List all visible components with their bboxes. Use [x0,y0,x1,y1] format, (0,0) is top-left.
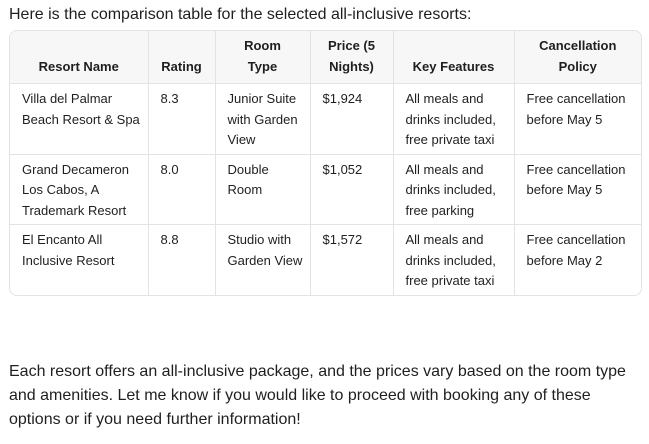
table-header-row [10,31,641,84]
cell-room-type: Double Room [215,154,310,225]
cell-resort-name: El Encanto All Inclusive Resort [10,225,148,295]
cell-price: $1,052 [310,154,393,225]
comparison-table [9,30,642,296]
table-row [10,84,641,155]
column-header-price: Price (5 Nights) [310,31,393,84]
cell-price: $1,924 [310,84,393,155]
column-header-cancellation-policy: Cancellation Policy [514,31,641,84]
cell-key-features: All meals and drinks included, free private taxi [393,84,514,155]
cell-key-features: All meals and drinks included, free private taxi [393,225,514,295]
cell-cancellation-policy: Free cancellation before May 2 [526,232,626,268]
table-row [10,225,641,295]
cell-rating: 8.8 [148,225,215,295]
outro-text: Each resort offers an all-inclusive package, and the prices vary based on the room type and amenities. Let me know if you would like to proceed with booking any of these options or if you need further information! [9,363,626,428]
cell-rating: 8.0 [148,154,215,225]
column-header-rating: Rating [148,31,215,84]
cell-resort-name: Villa del Palmar Beach Resort & Spa [10,84,148,155]
cell-cancellation-policy: Free cancellation before May 5 [514,84,641,155]
column-header-room-type: Room Type [215,31,310,84]
cell-price: $1,572 [310,225,393,295]
column-header-key-features: Key Features [393,31,514,84]
cell-rating: 8.3 [148,84,215,155]
table-row [10,154,641,225]
cell-room-type: Junior Suite with Garden View [215,84,310,155]
cell-cancellation-policy: Free cancellation before May 5 [514,154,641,225]
intro-text: Here is the comparison table for the selected all-inclusive resorts: [9,6,472,23]
cell-key-features: All meals and drinks included, free parking [393,154,514,225]
cell-room-type: Studio with Garden View [215,225,310,295]
cell-resort-name: Grand Decameron Los Cabos, A Trademark Resort [10,154,148,225]
column-header-resort-name: Resort Name [10,31,148,84]
